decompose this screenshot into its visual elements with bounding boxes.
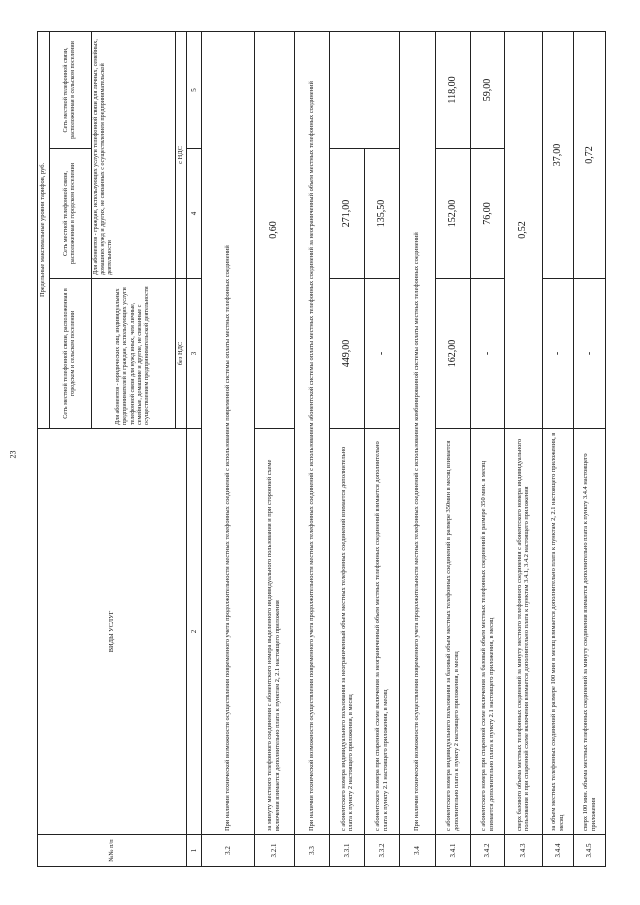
price-value: 449,00	[330, 279, 365, 429]
table-row	[542, 31, 574, 866]
subscribers-citizens-header: Для абонентов - граждан, использующих услуги телефонной связи для личных, семейных, домашних нужд и других, не связанных с осуществлением предпринимательской деятельности	[91, 31, 175, 278]
row-description: с абонентского номера индивидуального пользования за неограниченный объем местных телефонных соединений взимается дополнительно плата к пункту 2 настоящего приложения, в месяц	[330, 429, 365, 835]
table-row	[330, 31, 365, 866]
table-row	[254, 31, 294, 866]
section-title: При наличии технической возможности осуществления повременного учета продолжительности местных телефонных соединений с использованием повременной системы оплаты местных телефонных соединений	[202, 31, 255, 834]
table-row	[294, 31, 330, 866]
row-number: 3.4	[399, 835, 435, 867]
row-number: 3.4.3	[504, 835, 542, 867]
row-number: 3.4.2	[471, 835, 505, 867]
row-description: с абонентского номера при спаренной схеме включения за базовый объем местных телефонных соединений в размере 350 мин. в месяц взимается дополнительно плата к пункту 2.1 настоящего приложения, в месяц	[471, 429, 505, 835]
table-row	[399, 31, 435, 866]
price-value: 162,00	[435, 279, 471, 429]
table-row	[574, 31, 606, 866]
row-description: сверх 100 мин. объема местных телефонных соединений за минуту соединения взимается дополнительно плата к пункту 3.4.4 настоящего приложения	[574, 429, 606, 835]
price-value: 0,60	[254, 31, 294, 428]
col-index-2: 2	[187, 429, 202, 835]
num-header: №№ п/п	[38, 835, 187, 867]
price-value	[330, 31, 399, 148]
row-description: с абонентского номера при спаренной схеме включения за неограниченный объем местных телефонных соединений взимается дополнительно плата к пункту 2.1 настоящего приложения, в месяц	[365, 429, 400, 835]
row-number: 3.4.5	[574, 835, 606, 867]
row-number: 3.4.1	[435, 835, 471, 867]
row-description: за минуту местного телефонного соединения с абонентского номера выделенного индивидуального пользования и при сторонней схеме включения взимается дополнительно плата к пунктам 2, 2.1 настоящего приложения	[254, 429, 294, 835]
price-value: 37,00	[542, 31, 574, 278]
price-value: 59,00	[471, 31, 505, 148]
row-description: за объем местных телефонных соединений в размере 100 мин в месяц взимается дополнительно плата к пунктам 2, 2.1 настоящего приложения, в месяц	[542, 429, 574, 835]
table-row	[365, 31, 400, 866]
without-vat-label: без НДС	[175, 279, 187, 429]
col-index-1: 1	[187, 835, 202, 867]
price-value: 135,50	[365, 149, 400, 279]
table-row	[471, 31, 505, 866]
price-value: 0,72	[574, 31, 606, 278]
tariff-header: Предельные максимальные уровни тарифов, руб.	[38, 31, 50, 428]
price-value: 76,00	[471, 149, 505, 279]
rotated-tariff-table	[37, 32, 606, 867]
table-row	[504, 31, 542, 866]
col-index-4: 4	[187, 149, 202, 279]
tariff-table	[37, 31, 606, 867]
section-title: При наличии технической возможности осуществления повременного учета продолжительности местных телефонных соединений с использованием абонентской системы оплаты местных телефонных соединений за неограниченный объем местных телефонных соединений	[294, 31, 330, 834]
price-value: 0,52	[504, 31, 542, 428]
row-number: 3.2	[202, 835, 255, 867]
row-number: 3.3	[294, 835, 330, 867]
row-description: сверх базового объема местных телефонных соединений за минуту местного телефонного соединения с абонентского номера индивидуального пользования и при спаренной схеме включения взимается дополнительно плата к пунктам 3.4.1, 3.4.2 настоящего приложения	[504, 429, 542, 835]
price-value: 271,00	[330, 149, 365, 279]
net-urban-header: Сеть местной телефонной связи, расположенная в городском и сельском поселении	[49, 279, 91, 429]
net-urban-only-header: Сеть местной телефонной связи, расположенная в городском поселении	[49, 149, 91, 279]
price-value: -	[542, 279, 574, 429]
price-value: -	[471, 279, 505, 429]
table-row	[435, 31, 471, 866]
price-value: -	[365, 279, 400, 429]
price-value: 118,00	[435, 31, 471, 148]
price-value: -	[574, 279, 606, 429]
col-index-5: 5	[187, 31, 202, 148]
with-vat-label: с НДС	[175, 31, 187, 278]
subscribers-legal-header: Для абонентов - юридических лиц, индивидуальных предпринимателей и граждан, использующих услуги телефонной связи для нужд иных, чем личные, семейные, домашние и другие, не связанные с осуществлением предпринимательской деятельности	[91, 279, 175, 429]
col-index-3: 3	[187, 279, 202, 429]
services-header: ВИДЫ УСЛУГ	[38, 429, 187, 835]
price-value: 152,00	[435, 149, 471, 279]
row-number: 3.2.1	[254, 835, 294, 867]
row-number: 3.3.1	[330, 835, 365, 867]
page-number: 23	[8, 450, 18, 459]
table-row	[202, 31, 255, 866]
row-description: с абонентского номера индивидуального пользования за базовый объем местных телефонных соединений в размере 350мин в месяц взимается дополнительно плата к пункту 2 настоящего приложения, в месяц	[435, 429, 471, 835]
row-number: 3.4.4	[542, 835, 574, 867]
net-rural-header: Сеть местной телефонной связи, расположенная в сельском поселении	[49, 31, 91, 148]
row-number: 3.3.2	[365, 835, 400, 867]
section-title: При наличии технической возможности осуществления повременного учета продолжительности местных телефонных соединений с использованием комбинированной системы оплаты местных телефонных соединений	[399, 31, 435, 834]
